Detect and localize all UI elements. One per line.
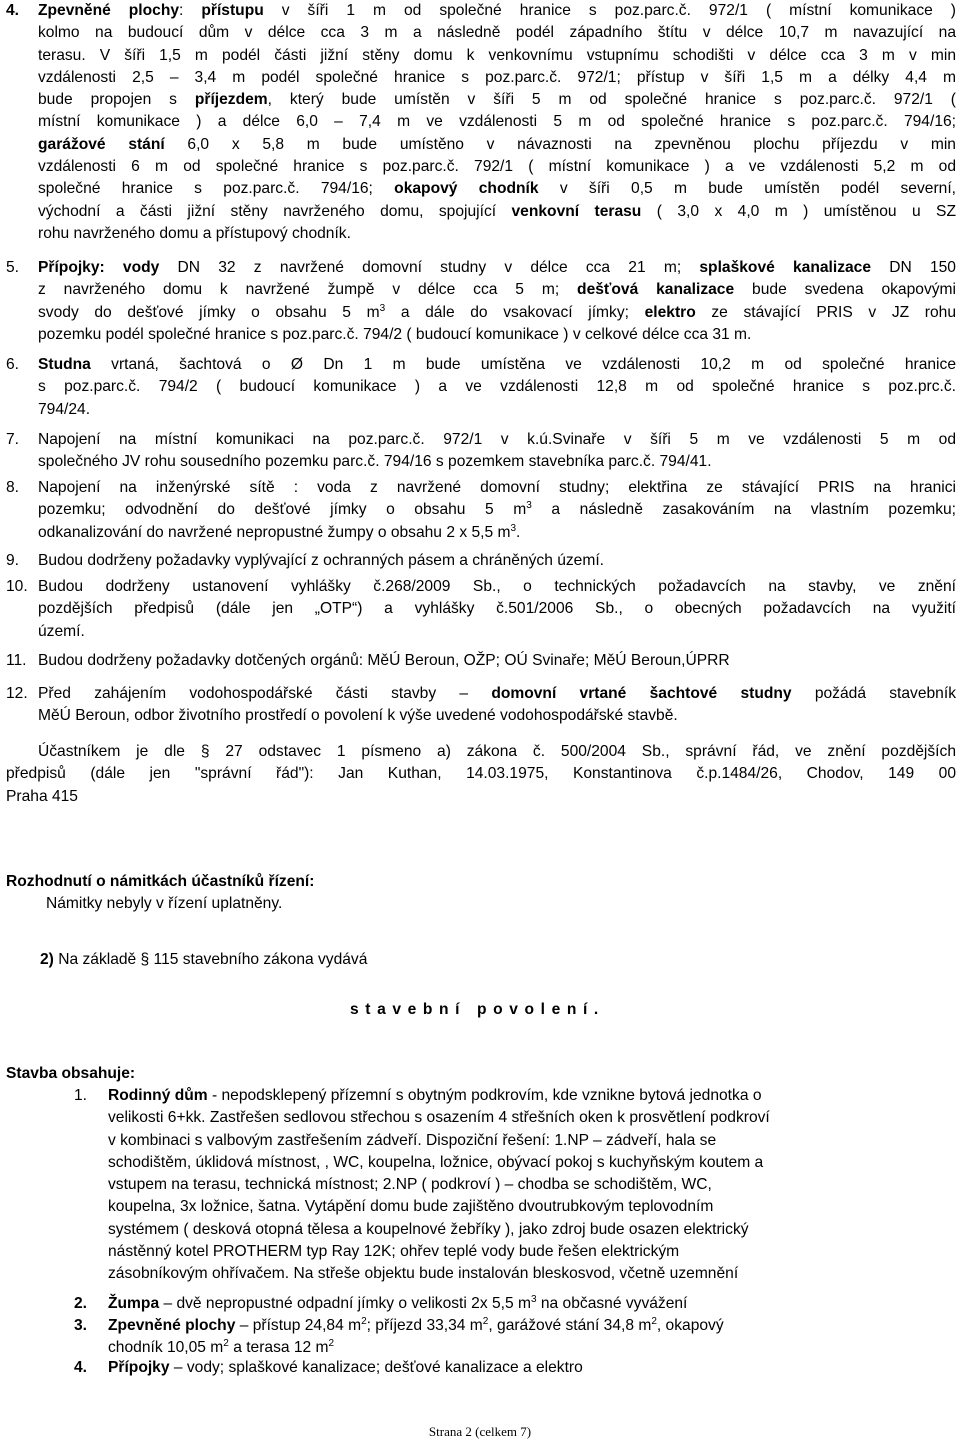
condition-item: [6, 429, 956, 474]
text-line: [108, 1085, 956, 1107]
text-line: [38, 499, 956, 521]
text-segment: rohu navrženého domu a přístupový chodník.: [38, 224, 351, 242]
text-segment: pozdějších předpisů (dále jen „OTP“) a vyhlášky č.501/2006 Sb., o obecných požadavcích na využití: [38, 600, 956, 618]
text-line: [38, 324, 956, 346]
item-text: [38, 257, 956, 346]
bold-segment: dešťová kanalizace: [577, 281, 735, 299]
item-text: [108, 1357, 956, 1379]
superscript: 3: [510, 522, 517, 534]
text-line: [108, 1219, 956, 1241]
text-segment: vzdálenosti 2,5 – 3,4 m podél společné hranice s poz.parc.č. 972/1; přístup v šíři 1,5 m a délky 4,4 m: [38, 68, 956, 86]
condition-item: [6, 257, 956, 346]
text-segment: a dále do vsakovací jímky;: [385, 303, 645, 321]
participants-line: Účastníkem je dle § 27 odstavec 1 písmeno a) zákona č. 500/2004 Sb., správní řád, ve znění pozdějších: [38, 743, 956, 760]
text-segment: – vody; splaškové kanalizace; dešťové kanalizace a elektro: [169, 1359, 583, 1376]
text-segment: zásobníkovým ohřívačem. Na střeše objektu bude instalován bleskosvod, včetně uzemnění: [108, 1265, 739, 1283]
bold-segment: Přípojky: [108, 1359, 170, 1376]
text-line: [38, 621, 956, 643]
text-segment: ; příjezd 33,34 m: [366, 1317, 483, 1334]
item-text: [38, 354, 956, 421]
item-text: [38, 650, 956, 672]
item-number: 3.: [74, 1317, 88, 1334]
text-segment: bude svedena okapovými: [734, 281, 956, 299]
construction-item: [74, 1357, 956, 1379]
participants-paragraph: [6, 741, 956, 808]
bold-segment: Zpevněné plochy: [108, 1317, 236, 1334]
text-segment: vrtaná, šachtová o Ø Dn 1 m bude umístěna ve vzdálenosti 10,2 m od společné hranice: [90, 356, 956, 373]
text-line: [38, 550, 956, 572]
text-line: [38, 257, 956, 279]
text-segment: v šíři 1 m od společné hranice s poz.parc.č. 972/1 ( místní komunikace ): [263, 2, 956, 19]
text-line: [108, 1293, 956, 1315]
text-segment: společné hranice s poz.parc.č. 794/16;: [38, 180, 395, 198]
bold-segment: přístupu: [201, 2, 264, 19]
text-line: [38, 451, 956, 473]
text-segment: .: [516, 523, 521, 541]
text-segment: svody do dešťové jímky o obsahu 5 m: [38, 303, 380, 321]
item-number: 8.: [6, 479, 20, 496]
text-line: [38, 683, 956, 705]
text-line: [38, 89, 956, 111]
item-text: [38, 576, 956, 643]
bold-segment: Přípojky: vody: [38, 259, 160, 276]
condition-item: [6, 683, 956, 728]
condition-item: [6, 550, 956, 572]
text-segment: nástěnný kotel PROTHERM typ Ray 12K; ohřev teplé vody bude řešen elektrickým: [108, 1243, 680, 1261]
bold-segment: domovní vrtané šachtové studny: [491, 685, 792, 702]
text-line: [38, 302, 956, 324]
text-segment: a následně zasakováním na vlastním pozemku;: [531, 501, 956, 519]
superscript: 2: [482, 1316, 489, 1327]
issue-line: [40, 949, 940, 971]
text-segment: východní a části jižní stěny navrženého domu, spojující: [38, 202, 512, 220]
text-line: [108, 1263, 956, 1285]
text-line: [108, 1152, 956, 1174]
text-line: [38, 429, 956, 451]
participants-line: předpisů (dále jen "správní řád"): Jan Kuthan, 14.03.1975, Konstantinova č.p.1484/26, Chodov, 149 00: [6, 765, 956, 783]
objections-text: Námitky nebyly v řízení uplatněny.: [46, 895, 283, 913]
condition-item: [6, 354, 956, 421]
text-segment: – dvě nepropustné odpadní jímky o velikosti 2x 5,5 m: [159, 1295, 531, 1312]
text-line: [38, 22, 956, 44]
item-number: 1.: [74, 1087, 88, 1104]
text-segment: kolmo na budoucí dům v délce cca 3 m a následně podél západního štítu v délce 10,7 m navazující na: [38, 24, 956, 42]
text-line: [38, 354, 956, 376]
condition-item: [6, 477, 956, 544]
text-line: [38, 178, 956, 200]
objections-section: [6, 871, 956, 916]
item-number: 7.: [6, 431, 20, 448]
text-segment: Před zahájením vodohospodářské části stavby –: [38, 685, 492, 702]
text-line: [108, 1196, 956, 1218]
item-text: [38, 477, 956, 544]
permit-title: [350, 999, 950, 1021]
text-segment: společného JV rohu sousedního pozemku parc.č. 794/16 s pozemkem stavebníka parc.č. 794/41.: [38, 453, 712, 471]
text-line: [108, 1130, 956, 1152]
text-segment: vstupem na terasu, technická místnost; 2.NP ( podkroví ) – chodba se schodištěm, WC,: [108, 1176, 712, 1194]
text-line: [108, 1357, 956, 1379]
item-text: [108, 1293, 956, 1315]
construction-item: [74, 1293, 956, 1315]
text-segment: MěÚ Beroun, odbor životního prostředí o povolení k výše uvedené vodohospodářské stavbě.: [38, 707, 678, 725]
item-number: 5.: [6, 259, 20, 276]
issue-text: Na základě § 115 stavebního zákona vydává: [53, 951, 368, 968]
construction-section: [6, 1063, 956, 1085]
participants-line: Praha 415: [6, 787, 78, 805]
text-segment: v šíři 0,5 m bude umístěn podél severní,: [538, 180, 956, 198]
text-segment: Napojení na inženýrské sítě : voda z navržené domovní studny; elektřina ze stávající PRIS na hranici: [38, 479, 956, 496]
item-number: 9.: [6, 552, 20, 569]
text-line: [38, 576, 956, 598]
bold-segment: Žumpa: [108, 1295, 160, 1312]
text-segment: ( 3,0 x 4,0 m ) umístěnou u SZ: [641, 202, 956, 220]
issue-number: 2): [40, 951, 54, 968]
text-segment: velikosti 6+kk. Zastřešen sedlovou střechou s osazením 4 střešních oken k prosvětlení podkroví: [108, 1109, 770, 1127]
bold-segment: příjezdem: [194, 91, 268, 109]
text-segment: Budou dodrženy ustanovení vyhlášky č.268/2009 Sb., o technických požadavcích na stavby, ve znění: [38, 578, 956, 595]
text-segment: , garážové stání 34,8 m: [488, 1317, 652, 1334]
construction-item: [74, 1085, 956, 1286]
text-segment: Budou dodrženy požadavky dotčených orgánů: MěÚ Beroun, OŽP; OÚ Svinaře; MěÚ Beroun,ÚPRR: [38, 652, 730, 669]
text-segment: Budou dodrženy požadavky vyplývající z ochranných pásem a chráněných území.: [38, 552, 605, 569]
item-number: 6.: [6, 356, 20, 373]
text-line: [38, 399, 956, 421]
text-segment: koupelna, 3x ložnice, šatna. Vytápění domu bude zajištěno dvoutrubkovým teplovodním: [108, 1198, 714, 1216]
text-segment: na občasné vyvážení: [536, 1295, 688, 1312]
text-line: [38, 201, 956, 223]
text-segment: pozemku podél společné hranice s poz.parc.č. 794/2 ( budoucí komunikace ) v celkové délce cca 31 m.: [38, 325, 752, 343]
text-segment: systémem ( desková otopná tělesa a koupelnové žebříky ), jako zdroj bude osazen elektrický: [108, 1220, 749, 1238]
text-segment: a terasa 12 m: [228, 1339, 329, 1357]
text-line: [108, 1241, 956, 1263]
text-segment: 6,0 x 5,8 m bude umístěno v návaznosti na zpevněnou plochu příjezdu v min: [164, 135, 956, 153]
superscript: 3: [379, 302, 386, 314]
bold-segment: okapový chodník: [394, 180, 539, 198]
condition-item: [6, 576, 956, 643]
text-segment: vzdálenosti 6 m od společné hranice s poz.parc.č. 792/1 ( místní komunikace ) a ve vzdálenosti 5,2 m od: [38, 158, 956, 176]
text-line: [38, 223, 956, 245]
text-line: [108, 1315, 956, 1337]
superscript: 2: [361, 1316, 367, 1327]
item-number: 12.: [6, 685, 28, 702]
construction-item: [74, 1315, 956, 1360]
text-line: [38, 156, 956, 178]
text-line: [108, 1174, 956, 1196]
superscript: 2: [223, 1338, 229, 1350]
text-line: [38, 650, 956, 672]
bold-segment: Studna: [38, 356, 91, 373]
construction-heading: Stavba obsahuje:: [6, 1065, 136, 1082]
text-segment: Napojení na místní komunikaci na poz.parc.č. 972/1 v k.ú.Svinaře v šíři 5 m ve vzdálenosti 5 m od: [38, 431, 956, 448]
text-line: [38, 134, 956, 156]
bold-segment: Rodinný dům: [108, 1087, 208, 1104]
text-line: [38, 598, 956, 620]
item-number: 10.: [6, 578, 28, 595]
text-segment: bude propojen s: [38, 91, 195, 109]
permit-title-text: stavební povolení.: [350, 1001, 605, 1018]
text-segment: , který bude umístěn v šíři 5 m od společné hranice s poz.parc.č. 972/1 (: [267, 91, 956, 109]
bold-segment: venkovní terasu: [511, 202, 642, 220]
item-text: [38, 550, 956, 572]
text-segment: terasu. V šíři 1,5 m podél části jižní stěny domu k venkovnímu vstupnímu schodišti v délce cca 3 m v min: [38, 46, 956, 64]
superscript: 2: [651, 1316, 657, 1327]
item-text: [38, 0, 956, 245]
text-segment: v kombinaci s valbovým zastřešením zádveří. Dispoziční řešení: 1.NP – zádveří, hala se: [108, 1131, 717, 1149]
superscript: 2: [328, 1338, 335, 1350]
text-line: [38, 279, 956, 301]
text-segment: , okapový: [656, 1317, 724, 1334]
page-footer: Strana 2 (celkem 7): [428, 1424, 532, 1439]
item-text: [108, 1315, 956, 1360]
bold-segment: garážové stání: [38, 135, 165, 153]
item-number: 11.: [6, 652, 27, 669]
text-segment: území.: [38, 622, 85, 640]
text-segment: odkanalizování do navržené nepropustné žumpy o obsahu 2 x 5,5 m: [38, 523, 511, 541]
text-line: [38, 376, 956, 398]
condition-item: [6, 0, 956, 245]
condition-item: [6, 650, 956, 672]
text-segment: DN 150: [871, 259, 956, 276]
text-segment: s poz.parc.č. 794/2 ( budoucí komunikace ) a ve vzdálenosti 12,8 m od společné hranice s poz.prc.č.: [38, 378, 956, 396]
text-segment: :: [179, 2, 202, 19]
text-segment: - nepodsklepený přízemní s obytným podkrovím, kde vznikne bytová jednotka o: [207, 1087, 762, 1104]
text-line: [38, 0, 956, 22]
text-line: [108, 1107, 956, 1129]
text-segment: schodištěm, úklidová místnost, , WC, koupelna, ložnice, obývací pokoj s kuchyňským koutem a: [108, 1153, 764, 1171]
text-line: [38, 67, 956, 89]
bold-segment: elektro: [644, 303, 696, 321]
text-segment: pozemku; odvodnění do dešťové jímky o obsahu 5 m: [38, 501, 527, 519]
text-line: [38, 522, 956, 544]
text-line: [38, 45, 956, 67]
item-text: [38, 683, 956, 728]
text-segment: – přístup 24,84 m: [235, 1317, 362, 1334]
text-line: [38, 477, 956, 499]
bold-segment: Zpevněné plochy: [38, 2, 180, 19]
superscript: 3: [530, 1294, 537, 1305]
text-segment: chodník 10,05 m: [108, 1339, 224, 1357]
text-segment: DN 32 z navržené domovní studny v délce cca 21 m;: [159, 259, 700, 276]
text-line: [38, 705, 956, 727]
bold-segment: splaškové kanalizace: [699, 259, 872, 276]
item-text: [108, 1085, 956, 1286]
item-text: [38, 429, 956, 474]
text-segment: ze stávající PRIS v JZ rohu: [695, 303, 956, 321]
item-number: 2.: [74, 1295, 88, 1312]
item-number: 4.: [74, 1359, 88, 1376]
text-segment: z navrženého domu k navržené žumpě v délce cca 5 m;: [38, 281, 578, 299]
text-segment: požádá stavebník: [791, 685, 956, 702]
item-number: 4.: [6, 2, 20, 19]
text-segment: 794/24.: [38, 400, 91, 418]
objections-heading: Rozhodnutí o námitkách účastníků řízení:: [6, 873, 315, 890]
text-segment: místní komunikace ) a délce 6,0 – 7,4 m ve vzdálenosti 5 m od společné hranice s poz.parc.č. 794/16;: [38, 113, 956, 131]
text-line: [38, 111, 956, 133]
superscript: 3: [526, 500, 532, 512]
